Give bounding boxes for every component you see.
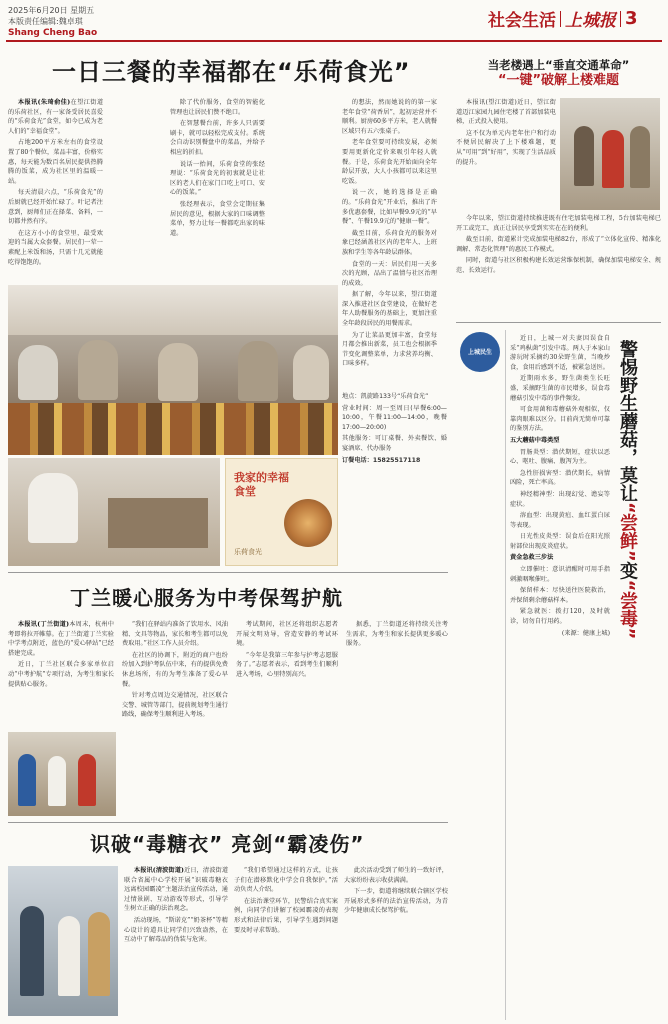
right-top-photo xyxy=(560,98,660,210)
sidebar-para: 日光性皮炎型：误食后在阳光照射部位出现皮炎症状。 xyxy=(510,533,610,550)
story2-headline: 丁兰暖心服务为中考保驾护航 xyxy=(70,586,343,610)
sidebar-para: 胃肠炎型：潜伏期短，症状以恶心、呕吐、腹痛、腹泻为主。 xyxy=(510,448,610,466)
header-pinyin: Shang Cheng Bao xyxy=(8,28,98,38)
story3-para: 活动现场，“斯诺克”“奶茶杯”等精心设计的道具让同学们兴致盎然，在互动中了解毒品的伪装与危害。 xyxy=(124,916,228,944)
sidebar-logo-text: 上城民生 xyxy=(467,348,492,356)
story1-para: 占地200平方米左右的食堂设置了80个餐位，菜品丰富，价格实惠，每天能为数百名居民提供热腾腾的饭菜，成为社区里的温暖一站。 xyxy=(8,139,103,185)
masthead-divider xyxy=(560,11,561,27)
warn-title-part: “尝鲜” xyxy=(617,502,638,562)
story1-para: 在望江街道的乐荷社区，有一家备受居民喜爱的“乐荷食光”食堂，如今已成为老人们的“幸福食堂”。 xyxy=(8,99,104,135)
story2-photo xyxy=(8,732,116,816)
story1-para: 每天清晨六点，“乐荷食光”的后厨就已经开始忙碌了。叶记者注意到，厨师们正在择菜、备料，一切都井然有序。 xyxy=(8,189,103,226)
header-date: 2025年6月20日 星期五 xyxy=(8,6,95,15)
story3-col3 xyxy=(344,866,448,1016)
story1-para: 为了让菜品更加丰富，食堂每月都会推出新菜，员工也会根据季节变化调整菜单，力求营养均衡、口味多样。 xyxy=(342,331,437,368)
sidebar-para: 可食用菌和毒蘑菇外观相似，仅靠肉眼难以区分。目前尚无简单可靠的鉴别方法。 xyxy=(510,406,610,433)
header-editor: 本版责任编辑:魏卓琪 xyxy=(8,17,83,26)
sidebar-subhead: 黄金急救三步法 xyxy=(510,554,554,562)
warn-title-part: 莫让 xyxy=(617,466,638,502)
right-top-headline-line1: 当老楼遇上“垂直交通革命” xyxy=(487,58,630,72)
story2-para: “我们在驿站内准备了饮用水、风油精、文具等物品，家长和考生都可以免费取用。”社区工作人员介绍。 xyxy=(122,621,228,648)
sidebar-para: 溶血型：出现黄疸、血红蛋白尿等表现。 xyxy=(510,512,610,529)
sidebar-para: 近期雨水多，野生菌类生长旺盛，采摘野生菌的市民增多，误食毒蘑菇引发中毒的事件频发。 xyxy=(510,375,610,402)
right-top-para: 今年以来，望江街道持续推进既有住宅加装电梯工程，5台加装电梯已开工或完工，真正让居民享受到实实在在的便利。 xyxy=(456,215,661,232)
story1-info-services: 其他服务：可订桌餐、外卖餐饮、婚宴酒席、代办服务 xyxy=(342,435,447,452)
story1-para: 在智慧餐台前，许多人只需要刷卡，就可以轻松完成支付。系统会自动识别餐盘中的菜品，并给予相应的折扣。 xyxy=(170,120,265,156)
story1-badge-card xyxy=(225,458,338,566)
sidebar-title-text xyxy=(616,340,638,639)
story1-info-block xyxy=(342,392,447,464)
story2-para: 考试期间，社区还将组织志愿者开展文明劝导，营造安静的考试环境。 xyxy=(236,621,338,648)
story3-para: 近日，清波街道联合省属中心学校开展“识破毒糖衣 远离校园霸凌”主题法治宣传活动，通过情景剧、互动游戏等形式，引导学生树立正确的法治观念。 xyxy=(124,867,229,913)
page-number: 3 xyxy=(625,8,638,29)
story1-para: 在这方小小的食堂里，最受欢迎的当属大众套餐。居民们一荤一素配上米饭和汤，只需十几元就能吃得饱饱的。 xyxy=(8,229,103,266)
masthead-divider-2 xyxy=(620,11,621,27)
story1-para: 说话一抬间，乐荷食堂的张经理说：“乐荷食光的初衷就是让社区的老人们在家门口吃上可口、安心的饭菜。” xyxy=(170,160,265,197)
section-name: 社会生活 xyxy=(488,11,556,31)
story2-para: 近日，丁兰社区联合多家单位启动“中考护航”专项行动，为考生和家长提供贴心服务。 xyxy=(8,661,114,688)
warn-title-part: 警惕野生蘑菇， xyxy=(617,340,638,466)
shangcheng-minsheng-logo-icon xyxy=(460,332,500,372)
sidebar-vertical-title xyxy=(616,340,662,810)
sidebar-para: 神经精神型：出现幻觉、谵妄等症状。 xyxy=(510,490,610,508)
story1-headline: 一日三餐的幸福都在“乐荷食光” xyxy=(52,58,411,86)
sidebar-subhead: 五大蘑菇中毒类型 xyxy=(510,436,560,444)
sidebar-left-rule xyxy=(505,330,506,1020)
story1-photo-dining xyxy=(8,285,338,455)
header-rule xyxy=(6,40,662,42)
story2-para: 在社区的协调下，附近的商户也纷纷加入到护考队伍中来，有的提供免费休息场所，有的为考生准备了爱心早餐。 xyxy=(122,651,228,688)
story1-col2 xyxy=(170,98,265,276)
story3-byline: 本报讯(清波街道) xyxy=(133,867,184,874)
story1-para: 张经理表示，食堂会定期征集居民的意见，根据大家的口味调整菜单，努力让每一餐都吃出家的味道。 xyxy=(170,200,265,237)
story3-para: 在法治课堂环节，民警结合真实案例，向同学们讲解了校园霸凌的表现形式和法律后果，引导学生遇到问题要及时寻求帮助。 xyxy=(234,897,338,934)
sidebar-para: 立即催吐：意识清醒时可用手指刺激咽喉催吐。 xyxy=(510,566,610,583)
right-top-headline xyxy=(456,58,661,88)
right-top-para: 这不仅为单元内老年住户和行动不便居民解决了上下楼难题，更从“可用”到“好用”，实现了生活品质的提升。 xyxy=(456,129,556,166)
sidebar-para: 紧急就医：拨打120，及时就诊，切勿自行用药。 xyxy=(510,608,610,626)
story1-col3 xyxy=(342,98,437,388)
story3-photo xyxy=(8,866,118,1016)
story1-divider xyxy=(8,572,448,573)
story2-col2 xyxy=(122,620,228,816)
right-top-para: 本报讯(望江街道)近日，望江街道迈江家园九园住宅楼了首部加装电梯，正式投入使用。 xyxy=(456,99,556,126)
story2-col4 xyxy=(346,620,448,816)
story1-info-address: 地点：凯旋路133号“乐荷食光” xyxy=(342,393,429,400)
story1-info-phone: 订餐电话：15825517118 xyxy=(342,456,421,464)
header-masthead xyxy=(488,6,638,31)
sidebar-body xyxy=(510,334,610,1014)
story2-byline: 本报讯(丁兰街道) xyxy=(17,621,69,628)
story3-col2 xyxy=(234,866,338,1016)
story1-para: 据了解，今年以来，望江街道深入推进社区食堂建设，在做好老年人助餐服务的基础上，更加注重全年龄段居民的用餐需求。 xyxy=(342,291,437,328)
story2-divider xyxy=(8,822,448,823)
story3-para: “我们希望通过这样的方式，让孩子们在潜移默化中学会自我保护。”活动负责人介绍。 xyxy=(234,867,338,894)
story2-col3 xyxy=(236,620,338,816)
sidebar-para: 保留样本：尽快送往医院救治，并保留剩余蘑菇样本。 xyxy=(510,587,610,604)
noodle-bowl-icon xyxy=(284,499,332,547)
story3-col1 xyxy=(124,866,228,1016)
story3-para: 下一步，街道将继续联合辖区学校开展形式多样的法治宣传活动，为青少年健康成长保驾护航。 xyxy=(344,888,448,915)
story2-para: 据悉，丁兰街道还将持续关注考生需求，为考生和家长提供更多暖心服务。 xyxy=(346,621,448,648)
sidebar-para: 近日，上城一对夫妻因误食自采“鸡枞菌”引发中毒。两人于本家山游玩时采摘约30朵野生菌，当晚炒食，食用后感到不适，被紧急送医。 xyxy=(510,335,610,371)
story1-para: 说一次，她的选择是正确的。“乐荷食光”开业后，推出了许多优惠套餐，比如早餐9.9元的“早餐”、午餐19.9元的“健康一餐”。 xyxy=(342,189,437,226)
story3-para: 此次活动受到了师生的一致好评，大家纷纷表示收获满满。 xyxy=(344,867,448,884)
story3-headline: 识破“毒糖衣” 亮剑“霸凌伤” xyxy=(90,832,365,856)
sidebar-para: 急性肝损害型：潜伏期长，病情凶险，死亡率高。 xyxy=(510,469,610,487)
story1-col1 xyxy=(8,98,103,276)
story1-info-hours: 营业时间：周一至周日(早餐6:00—10:00，午餐11:00—14:00，晚餐17:00—20:00) xyxy=(342,404,447,431)
story1-badge-side: 乐荷食光 xyxy=(234,548,262,556)
right-top-para: 同时，街道与社区积极构建长效运营维保机制，确保加装电梯安全、规范、长效运行。 xyxy=(456,257,661,274)
warn-title-part: 变 xyxy=(617,561,638,580)
story2-para: “今年是我第三年参与护考志愿服务了。”志愿者表示，看到考生们顺利进入考场，心里特别高兴。 xyxy=(236,651,338,678)
story2-para: 本周末，杭州中考即将拉开帷幕。在丁兰街道丁兰实验中学考点附近，蓝色的“爱心驿站”已经搭建完成。 xyxy=(8,621,114,657)
sidebar-source: (来源：健康上城) xyxy=(561,629,610,637)
right-top-divider xyxy=(456,322,661,323)
warn-title-part: “尝毒” xyxy=(617,579,638,640)
story1-para: 食堂的一天：居民们用一天多次的光顾，品出了温情与社区治理的成效。 xyxy=(342,260,437,287)
brand-logo: 上城报 xyxy=(565,11,616,31)
story2-para: 针对考点周边交通情况，社区联合交警、城管等部门，提前规划考生通行路线，确保考生顺利进入考场。 xyxy=(122,692,228,719)
story1-para: 除了代价服务，食堂的智能化管理也让居民们赞不绝口。 xyxy=(170,99,265,116)
story1-para: 老年食堂要可持续发展，必须要用更新化定价来吸引年轻人就餐。于是，乐荷食光开始面向全年龄层开放，大人小孩都可以来这里吃饭。 xyxy=(342,139,437,185)
story2-col1 xyxy=(8,620,114,730)
right-top-col2 xyxy=(456,214,661,316)
story1-photo-kitchen xyxy=(8,458,220,566)
right-top-headline-line2: “一键”破解上楼难题 xyxy=(497,73,620,88)
story1-badge-text: 我家的幸福食堂 xyxy=(234,471,289,498)
right-top-para: 截至目前，街道累计完成加装电梯82台，形成了“立体化宣传、精准化调解、常态化管理”的惠民工作模式。 xyxy=(456,236,661,253)
story1-para: 的想法，然而她说的的第一家老年食堂“荷香居”，起初运营并不顺利。厨房60多平方米，老人就餐区域只有五六张桌子。 xyxy=(342,99,437,135)
story1-byline: 本报讯(朱琦俞佳) xyxy=(17,99,71,106)
story1-para: 截至目前，乐荷食光的服务对象已经涵盖社区内的老年人、上班族和学生等各年龄层群体。 xyxy=(342,229,437,256)
